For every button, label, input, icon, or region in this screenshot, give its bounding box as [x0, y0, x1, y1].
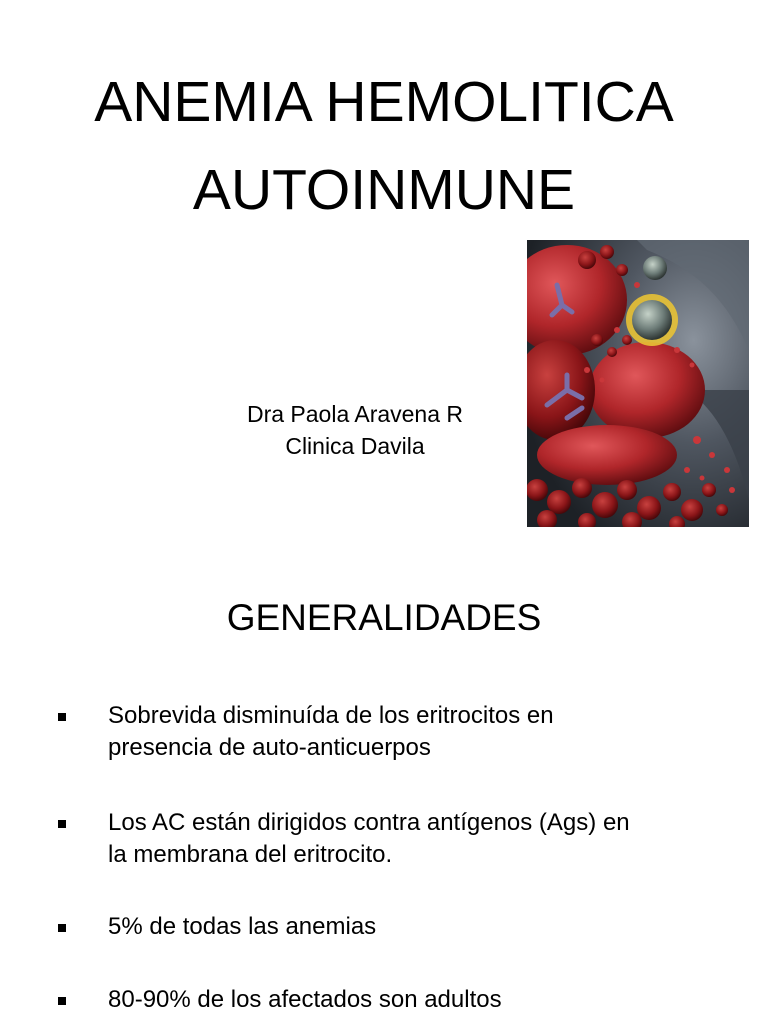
square-bullet-icon — [58, 997, 66, 1005]
list-item-line-1: 5% de todas las anemias — [108, 913, 377, 940]
list-item-line-2: la membrana del eritrocito. — [108, 841, 393, 868]
author-block — [200, 398, 510, 462]
list-item-text — [108, 911, 728, 943]
square-bullet-icon — [58, 924, 66, 932]
list-item-text — [108, 807, 728, 871]
list-item-text — [108, 700, 728, 764]
slide-title — [0, 58, 768, 234]
list-item-line-2: presencia de auto-anticuerpos — [108, 734, 431, 761]
red-blood-cells-illustration — [527, 240, 749, 527]
square-bullet-icon — [58, 820, 66, 828]
list-item-line-1: 80-90% de los afectados son adultos — [108, 986, 502, 1013]
list-item-line-1: Los AC están dirigidos contra antígenos (Ags) en — [108, 809, 630, 836]
list-item-line-1: Sobrevida disminuída de los eritrocitos en — [108, 702, 554, 729]
section-title: GENERALIDADES — [226, 597, 542, 638]
red-blood-cells-image — [527, 240, 749, 527]
slide-title-line-2: AUTOINMUNE — [192, 158, 576, 222]
author-institution: Clinica Davila — [285, 433, 425, 459]
square-bullet-icon — [58, 713, 66, 721]
list-item-text — [108, 984, 728, 1016]
author-name: Dra Paola Aravena R — [246, 401, 464, 427]
slide-title-line-1: ANEMIA HEMOLITICA — [94, 70, 674, 134]
